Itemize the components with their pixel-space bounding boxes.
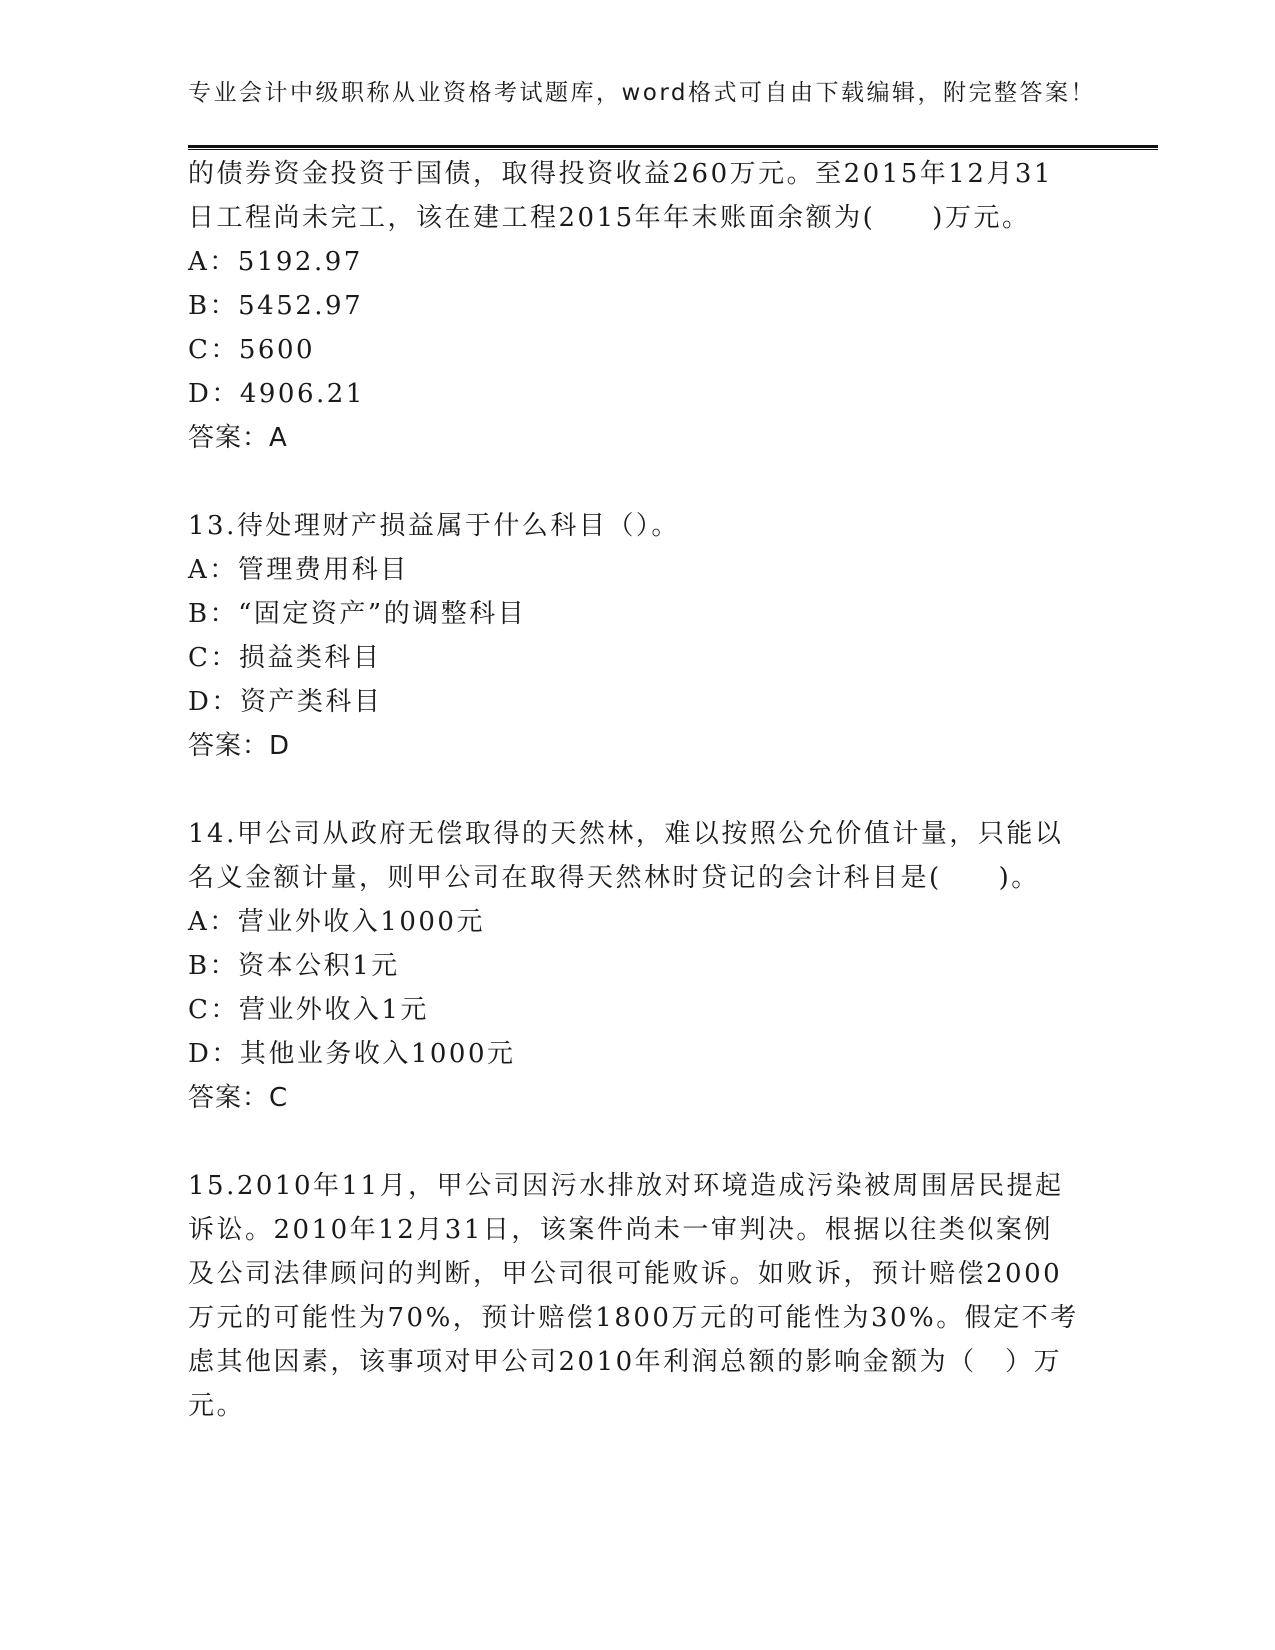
question-stem-line: 14.甲公司从政府无偿取得的天然林，难以按照公允价值计量，只能以 [188,819,1064,849]
header-divider [188,145,1158,150]
answer: 答案：C [188,1083,289,1113]
option-d: D：4906.21 [188,379,365,409]
answer: 答案：D [188,731,291,761]
option-b: B：资本公积1元 [188,951,400,981]
question-stem-line: 及公司法律顾问的判断，甲公司很可能败诉。如败诉，预计赔偿2000 [188,1259,1063,1289]
option-b: B：“固定资产”的调整科目 [188,599,527,629]
option-c: C：损益类科目 [188,643,382,673]
question-stem-line: 虑其他因素，该事项对甲公司2010年利润总额的影响金额为（ ）万 [188,1347,1063,1377]
option-d: D：其他业务收入1000元 [188,1039,516,1069]
answer: 答案：A [188,423,288,453]
header-text: 专业会计中级职称从业资格考试题库，word格式可自由下载编辑，附完整答案！ [188,80,1097,106]
question-stem-line: 名义金额计量，则甲公司在取得天然林时贷记的会计科目是( )。 [188,863,1040,893]
question-stem-line: 诉讼。2010年12月31日，该案件尚未一审判决。根据以往类似案例 [188,1215,1053,1245]
option-a: A：管理费用科目 [188,555,409,585]
question-stem-line: 万元的可能性为70%，预计赔偿1800万元的可能性为30%。假定不考 [188,1303,1079,1333]
option-c: C：5600 [188,335,316,365]
option-b: B：5452.97 [188,291,364,321]
question-stem-line: 13.待处理财产损益属于什么科目（）。 [188,511,680,541]
option-a: A：5192.97 [188,247,363,277]
question-stem-line: 15.2010年11月，甲公司因污水排放对环境造成污染被周围居民提起 [188,1171,1064,1201]
question-stem-line: 的债券资金投资于国债，取得投资收益260万元。至2015年12月31 [188,159,1053,189]
option-d: D：资产类科目 [188,687,383,717]
option-a: A：营业外收入1000元 [188,907,485,937]
question-stem-line: 日工程尚未完工，该在建工程2015年年末账面余额为( )万元。 [188,203,1031,233]
option-c: C：营业外收入1元 [188,995,429,1025]
question-stem-line: 元。 [188,1391,246,1421]
